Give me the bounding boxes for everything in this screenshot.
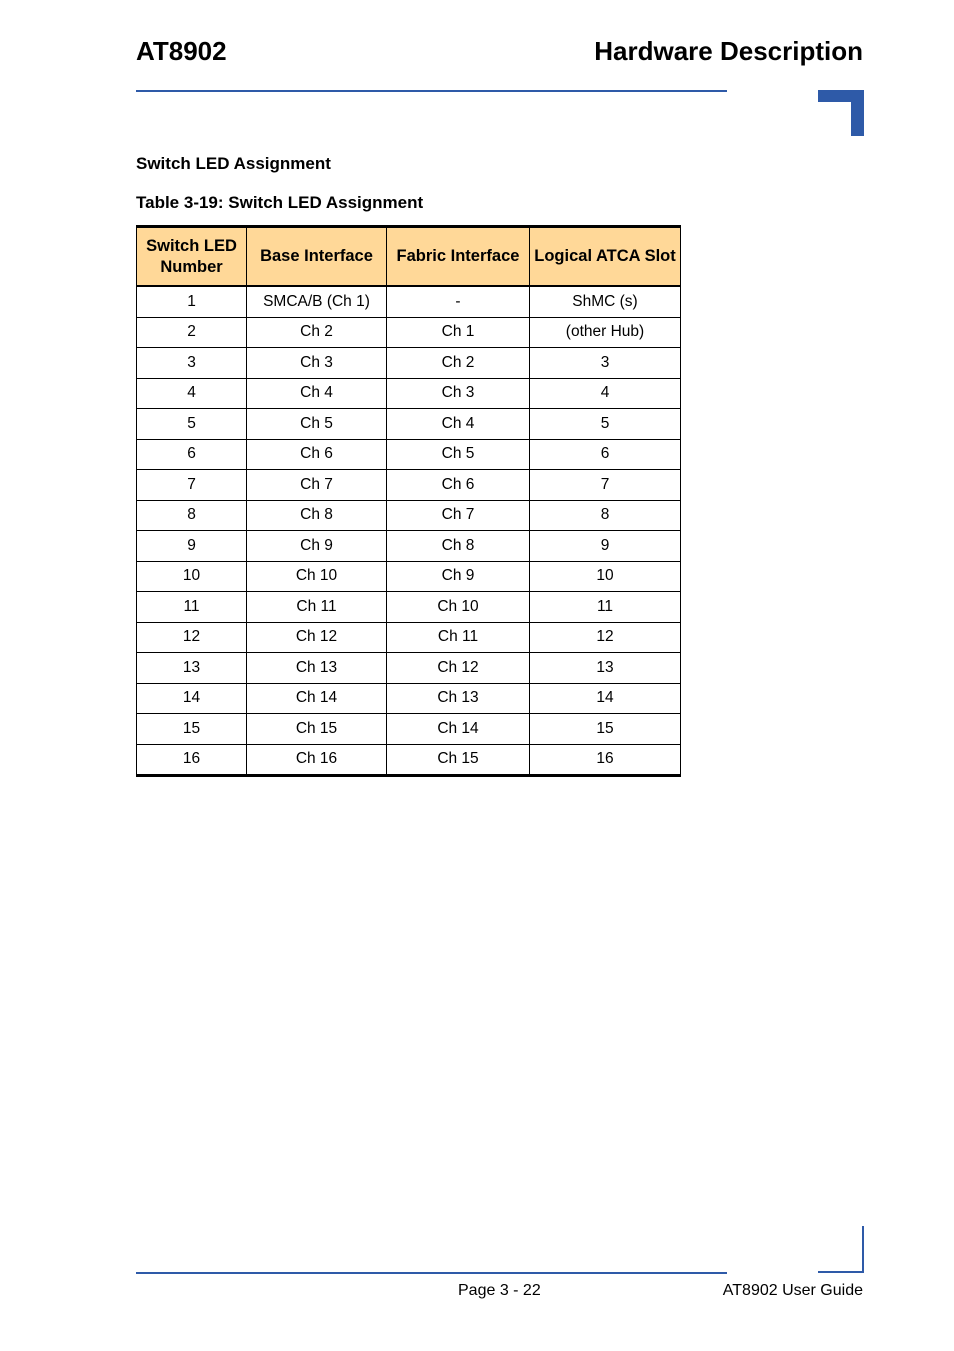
cell-led-number: 1 [137,286,247,317]
cell-led-number: 7 [137,470,247,501]
table-row [137,378,681,409]
cell-logical-slot: (other Hub) [530,317,681,348]
cell-fabric-interface: Ch 12 [387,653,530,684]
table-header-row [137,227,681,287]
cell-logical-slot: 9 [530,531,681,562]
cell-base-interface: SMCA/B (Ch 1) [247,286,387,317]
cell-logical-slot: 10 [530,561,681,592]
switch-led-table [136,225,681,777]
table-row [137,592,681,623]
cell-led-number: 12 [137,622,247,653]
table-row [137,622,681,653]
cell-base-interface: Ch 7 [247,470,387,501]
table-row [137,744,681,776]
cell-base-interface: Ch 16 [247,744,387,776]
cell-fabric-interface: Ch 1 [387,317,530,348]
cell-led-number: 3 [137,348,247,379]
section-title: Switch LED Assignment [136,154,331,173]
cell-fabric-interface: Ch 10 [387,592,530,623]
cell-led-number: 2 [137,317,247,348]
table-row [137,714,681,745]
cell-led-number: 14 [137,683,247,714]
cell-fabric-interface: Ch 3 [387,378,530,409]
cell-led-number: 10 [137,561,247,592]
table-body [137,286,681,776]
column-header-fabric-interface: Fabric Interface [387,227,530,287]
table-row [137,409,681,440]
chapter-title: Hardware Description [594,36,863,66]
cell-logical-slot: 13 [530,653,681,684]
cell-logical-slot: 6 [530,439,681,470]
table-row [137,286,681,317]
cell-logical-slot: 4 [530,378,681,409]
cell-logical-slot: 14 [530,683,681,714]
cell-base-interface: Ch 4 [247,378,387,409]
table-row [137,683,681,714]
corner-mark-bottom-horizontal [818,1271,864,1273]
cell-logical-slot: 7 [530,470,681,501]
cell-logical-slot: 8 [530,500,681,531]
cell-base-interface: Ch 6 [247,439,387,470]
page-number: Page 3 - 22 [458,1282,541,1299]
cell-led-number: 13 [137,653,247,684]
table-row [137,531,681,562]
cell-base-interface: Ch 13 [247,653,387,684]
document-title: AT8902 [136,36,227,66]
cell-base-interface: Ch 12 [247,622,387,653]
cell-base-interface: Ch 5 [247,409,387,440]
cell-fabric-interface: Ch 6 [387,470,530,501]
cell-led-number: 16 [137,744,247,776]
footer-rule [136,1272,727,1274]
cell-fabric-interface: Ch 4 [387,409,530,440]
cell-led-number: 9 [137,531,247,562]
cell-fabric-interface: Ch 7 [387,500,530,531]
column-header-led-number: Switch LED Number [137,227,247,287]
cell-fabric-interface: Ch 15 [387,744,530,776]
cell-base-interface: Ch 9 [247,531,387,562]
cell-led-number: 6 [137,439,247,470]
cell-logical-slot: 15 [530,714,681,745]
cell-base-interface: Ch 3 [247,348,387,379]
column-header-base-interface: Base Interface [247,227,387,287]
cell-logical-slot: 11 [530,592,681,623]
table-row [137,439,681,470]
cell-logical-slot: 3 [530,348,681,379]
cell-fabric-interface: Ch 11 [387,622,530,653]
cell-base-interface: Ch 2 [247,317,387,348]
cell-fabric-interface: - [387,286,530,317]
cell-logical-slot: 16 [530,744,681,776]
table-row [137,317,681,348]
table-caption: Table 3-19: Switch LED Assignment [136,193,424,212]
cell-logical-slot: ShMC (s) [530,286,681,317]
table-row [137,500,681,531]
table-row [137,348,681,379]
cell-led-number: 4 [137,378,247,409]
cell-fabric-interface: Ch 8 [387,531,530,562]
cell-base-interface: Ch 11 [247,592,387,623]
cell-fabric-interface: Ch 14 [387,714,530,745]
cell-led-number: 8 [137,500,247,531]
header-rule [136,90,727,92]
table-row [137,653,681,684]
cell-fabric-interface: Ch 2 [387,348,530,379]
cell-base-interface: Ch 14 [247,683,387,714]
table-row [137,561,681,592]
cell-led-number: 15 [137,714,247,745]
cell-logical-slot: 5 [530,409,681,440]
cell-base-interface: Ch 8 [247,500,387,531]
cell-led-number: 5 [137,409,247,440]
cell-base-interface: Ch 10 [247,561,387,592]
cell-fabric-interface: Ch 9 [387,561,530,592]
cell-logical-slot: 12 [530,622,681,653]
column-header-logical-slot: Logical ATCA Slot [530,227,681,287]
corner-mark-bottom [862,1226,864,1273]
cell-led-number: 11 [137,592,247,623]
cell-fabric-interface: Ch 5 [387,439,530,470]
guide-name: AT8902 User Guide [722,1282,863,1299]
corner-mark-top-vertical [851,90,864,136]
cell-fabric-interface: Ch 13 [387,683,530,714]
cell-base-interface: Ch 15 [247,714,387,745]
table-row [137,470,681,501]
